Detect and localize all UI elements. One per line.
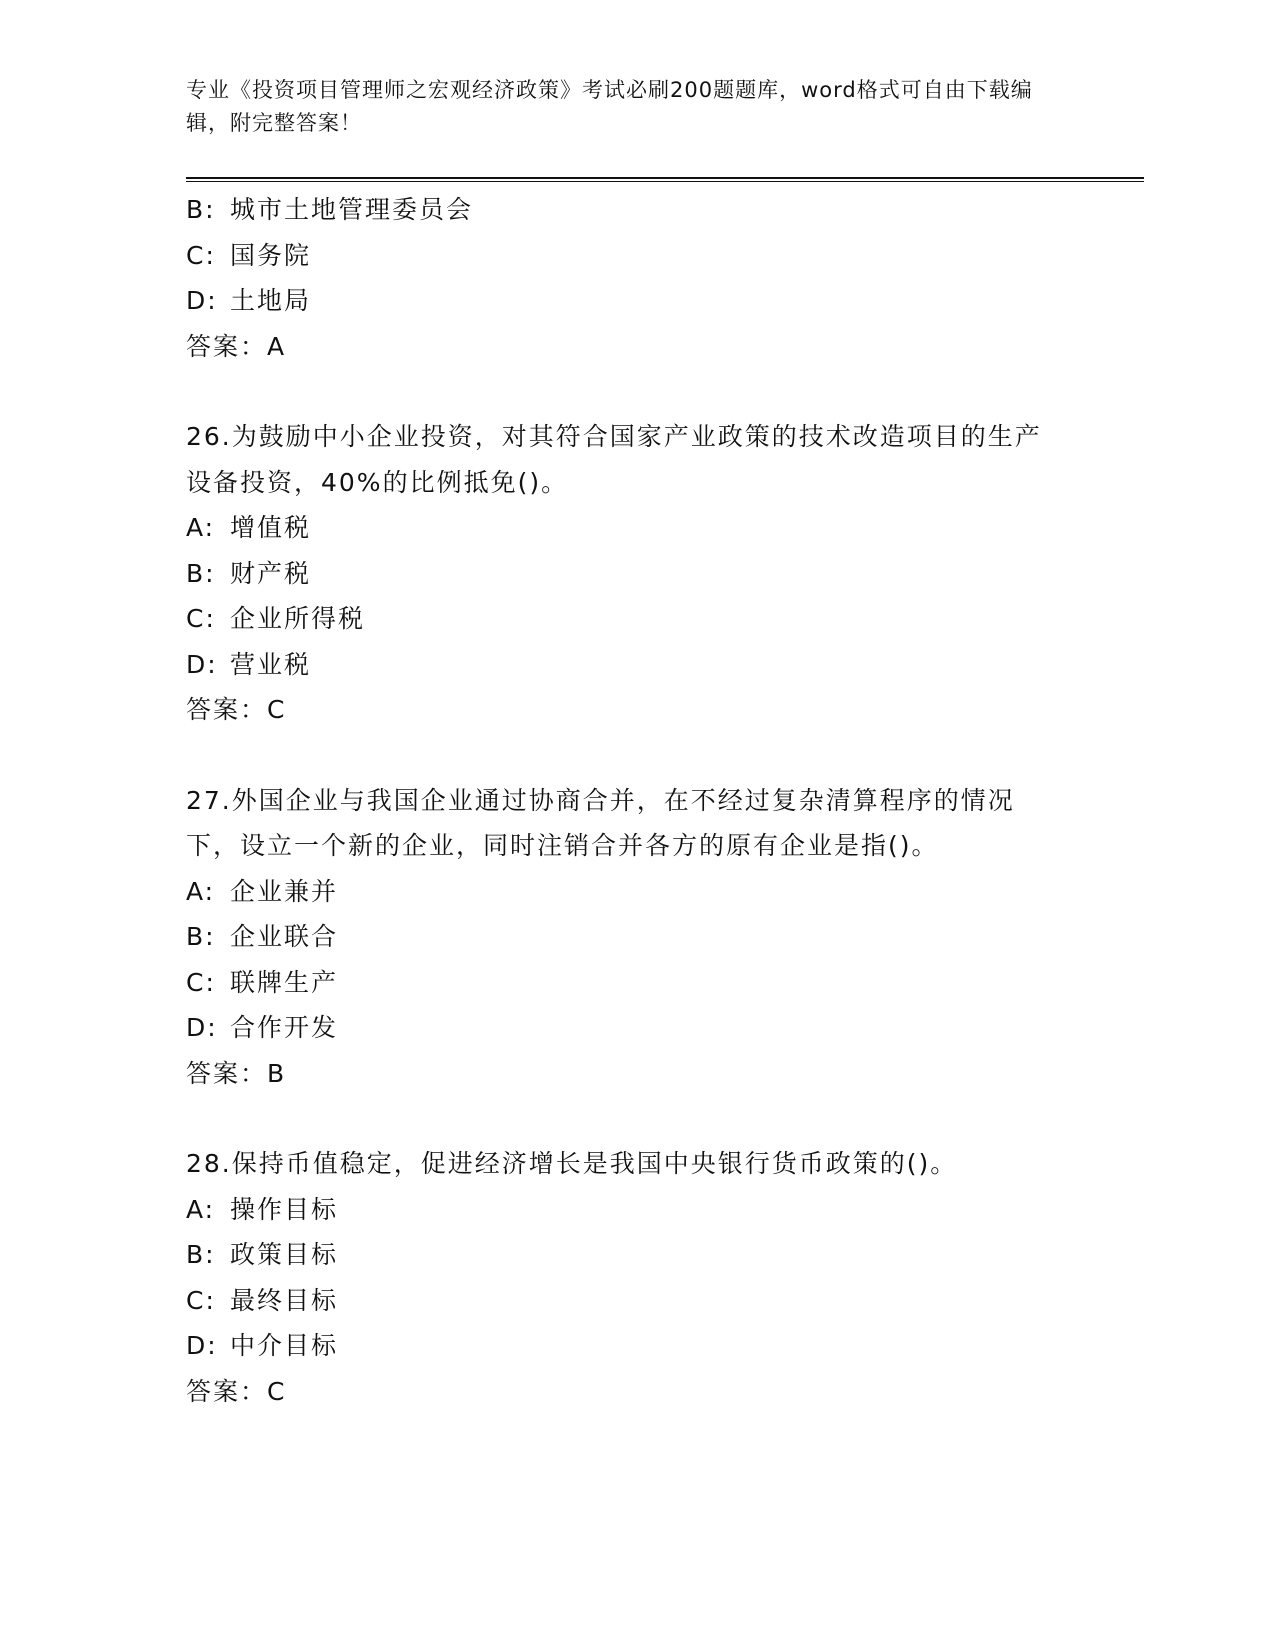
option-item <box>186 551 1086 597</box>
answer-value: C <box>267 695 287 724</box>
question-stem: 为鼓励中小企业投资，对其符合国家产业政策的技术改造项目的生产设备投资，40%的比例抵免()。 <box>186 422 1042 497</box>
option-letter: B: <box>186 195 216 224</box>
option-text: 联牌生产 <box>230 967 339 997</box>
question-stem: 外国企业与我国企业通过协商合并，在不经过复杂清算程序的情况下，设立一个新的企业，同时注销合并各方的原有企业是指()。 <box>186 785 1015 860</box>
option-text: 企业所得税 <box>230 604 366 633</box>
question-number: 28. <box>186 1149 232 1178</box>
option-letter: C: <box>186 604 216 633</box>
answer-value: B <box>267 1058 287 1088</box>
answer-label: 答案： <box>186 331 268 361</box>
answer-label: 答案： <box>186 1376 268 1406</box>
option-letter: D: <box>186 1331 218 1360</box>
option-text: 财产税 <box>230 558 312 588</box>
option-item <box>186 1323 1086 1369</box>
option-item <box>186 233 1086 279</box>
option-text: 合作开发 <box>230 1013 339 1042</box>
option-text: 国务院 <box>230 240 312 270</box>
option-text: 操作目标 <box>230 1194 339 1224</box>
option-text: 营业税 <box>230 649 312 679</box>
option-text: 土地局 <box>230 286 312 315</box>
option-text: 城市土地管理委员会 <box>230 195 474 224</box>
question-block-partial <box>186 187 1086 369</box>
document-header: 专业《投资项目管理师之宏观经济政策》考试必刷200题题库，word格式可自由下载编辑，附完整答案！ <box>186 78 1033 135</box>
option-item <box>186 1278 1086 1324</box>
answer-line <box>186 1369 1086 1415</box>
option-item <box>186 187 1086 233</box>
question-text <box>186 778 1066 869</box>
option-text: 中介目标 <box>230 1331 339 1360</box>
question-block-26 <box>186 414 1086 733</box>
question-text <box>186 1141 1066 1187</box>
option-letter: B: <box>186 1240 216 1269</box>
option-item <box>186 914 1086 960</box>
option-text: 政策目标 <box>230 1240 339 1269</box>
option-item <box>186 505 1086 551</box>
option-letter: B: <box>186 922 216 951</box>
answer-line <box>186 324 1086 370</box>
answer-line <box>186 1051 1086 1097</box>
option-text: 企业联合 <box>230 922 339 951</box>
option-letter: B: <box>186 558 216 588</box>
answer-value: A <box>267 331 287 361</box>
option-letter: C: <box>186 1285 216 1315</box>
spacer <box>186 1096 1086 1141</box>
option-letter: C: <box>186 967 216 997</box>
option-letter: D: <box>186 1013 218 1042</box>
option-item <box>186 1005 1086 1051</box>
question-number: 27. <box>186 785 232 815</box>
header-divider <box>186 177 1144 182</box>
option-text: 企业兼并 <box>230 876 339 906</box>
question-stem: 保持币值稳定，促进经济增长是我国中央银行货币政策的()。 <box>231 1149 958 1178</box>
option-item <box>186 278 1086 324</box>
option-item <box>186 869 1086 915</box>
question-block-27 <box>186 778 1086 1097</box>
option-letter: A: <box>186 1194 216 1224</box>
answer-line <box>186 687 1086 733</box>
option-text: 增值税 <box>230 513 312 542</box>
option-letter: C: <box>186 240 216 270</box>
option-item <box>186 960 1086 1006</box>
option-letter: A: <box>186 513 216 542</box>
spacer <box>186 733 1086 778</box>
answer-value: C <box>267 1376 287 1406</box>
option-item <box>186 1187 1086 1233</box>
question-block-28 <box>186 1141 1086 1414</box>
option-item <box>186 642 1086 688</box>
question-text <box>186 414 1066 505</box>
option-item <box>186 596 1086 642</box>
option-item <box>186 1232 1086 1278</box>
question-list <box>186 187 1086 1414</box>
option-letter: D: <box>186 649 218 679</box>
answer-label: 答案： <box>186 1058 268 1088</box>
option-letter: A: <box>186 876 216 906</box>
option-text: 最终目标 <box>230 1285 339 1315</box>
question-number: 26. <box>186 422 232 451</box>
answer-label: 答案： <box>186 695 268 724</box>
spacer <box>186 369 1086 414</box>
option-letter: D: <box>186 286 218 315</box>
